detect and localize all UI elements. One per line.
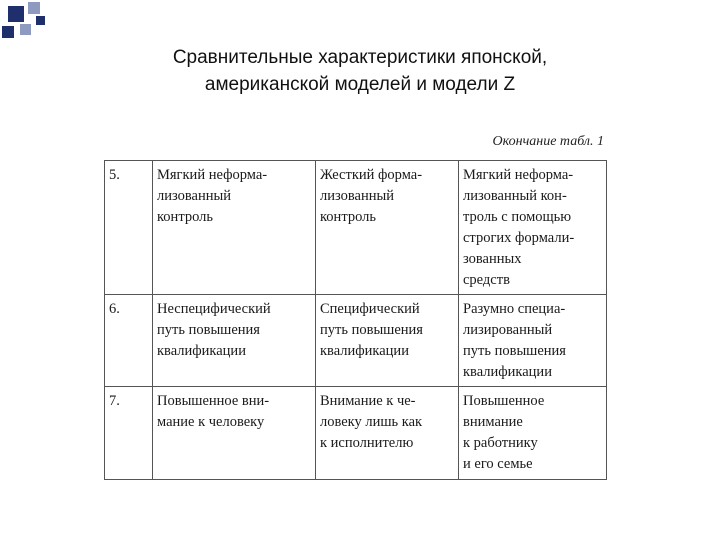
- square-light-1: [28, 2, 40, 14]
- american-model-cell: Жесткий форма- лизованный контроль: [316, 161, 459, 295]
- japan-model-cell: Мягкий неформа- лизованный контроль: [153, 161, 316, 295]
- slide-title: [0, 44, 720, 98]
- american-model-cell: Внимание к че- ловеку лишь как к исполнителю: [316, 387, 459, 480]
- slide-title-line2: американской моделей и модели Z: [204, 74, 516, 95]
- table-row: [105, 295, 607, 387]
- row-number-cell: 5.: [105, 161, 153, 295]
- japan-model-cell: Повышенное вни- мание к человеку: [153, 387, 316, 480]
- slide-title-line1: Сравнительные характеристики японской,: [172, 47, 548, 68]
- table-row: [105, 161, 607, 295]
- table-row: [105, 387, 607, 480]
- row-number-cell: 6.: [105, 295, 153, 387]
- square-light-2: [20, 24, 31, 35]
- square-dark-2: [2, 26, 14, 38]
- square-dark-1: [8, 6, 24, 22]
- square-dark-3: [36, 16, 45, 25]
- row-number-cell: 7.: [105, 387, 153, 480]
- model-z-cell: Мягкий неформа- лизованный кон- троль с помощью строгих формали- зованных средств: [459, 161, 607, 295]
- model-z-cell: Повышенное внимание к работнику и его семье: [459, 387, 607, 480]
- model-z-cell: Разумно специа- лизированный путь повышения квалификации: [459, 295, 607, 387]
- japan-model-cell: Неспецифический путь повышения квалификации: [153, 295, 316, 387]
- comparison-table: [104, 160, 607, 480]
- american-model-cell: Специфический путь повышения квалификации: [316, 295, 459, 387]
- table-caption: Окончание табл. 1: [492, 134, 604, 149]
